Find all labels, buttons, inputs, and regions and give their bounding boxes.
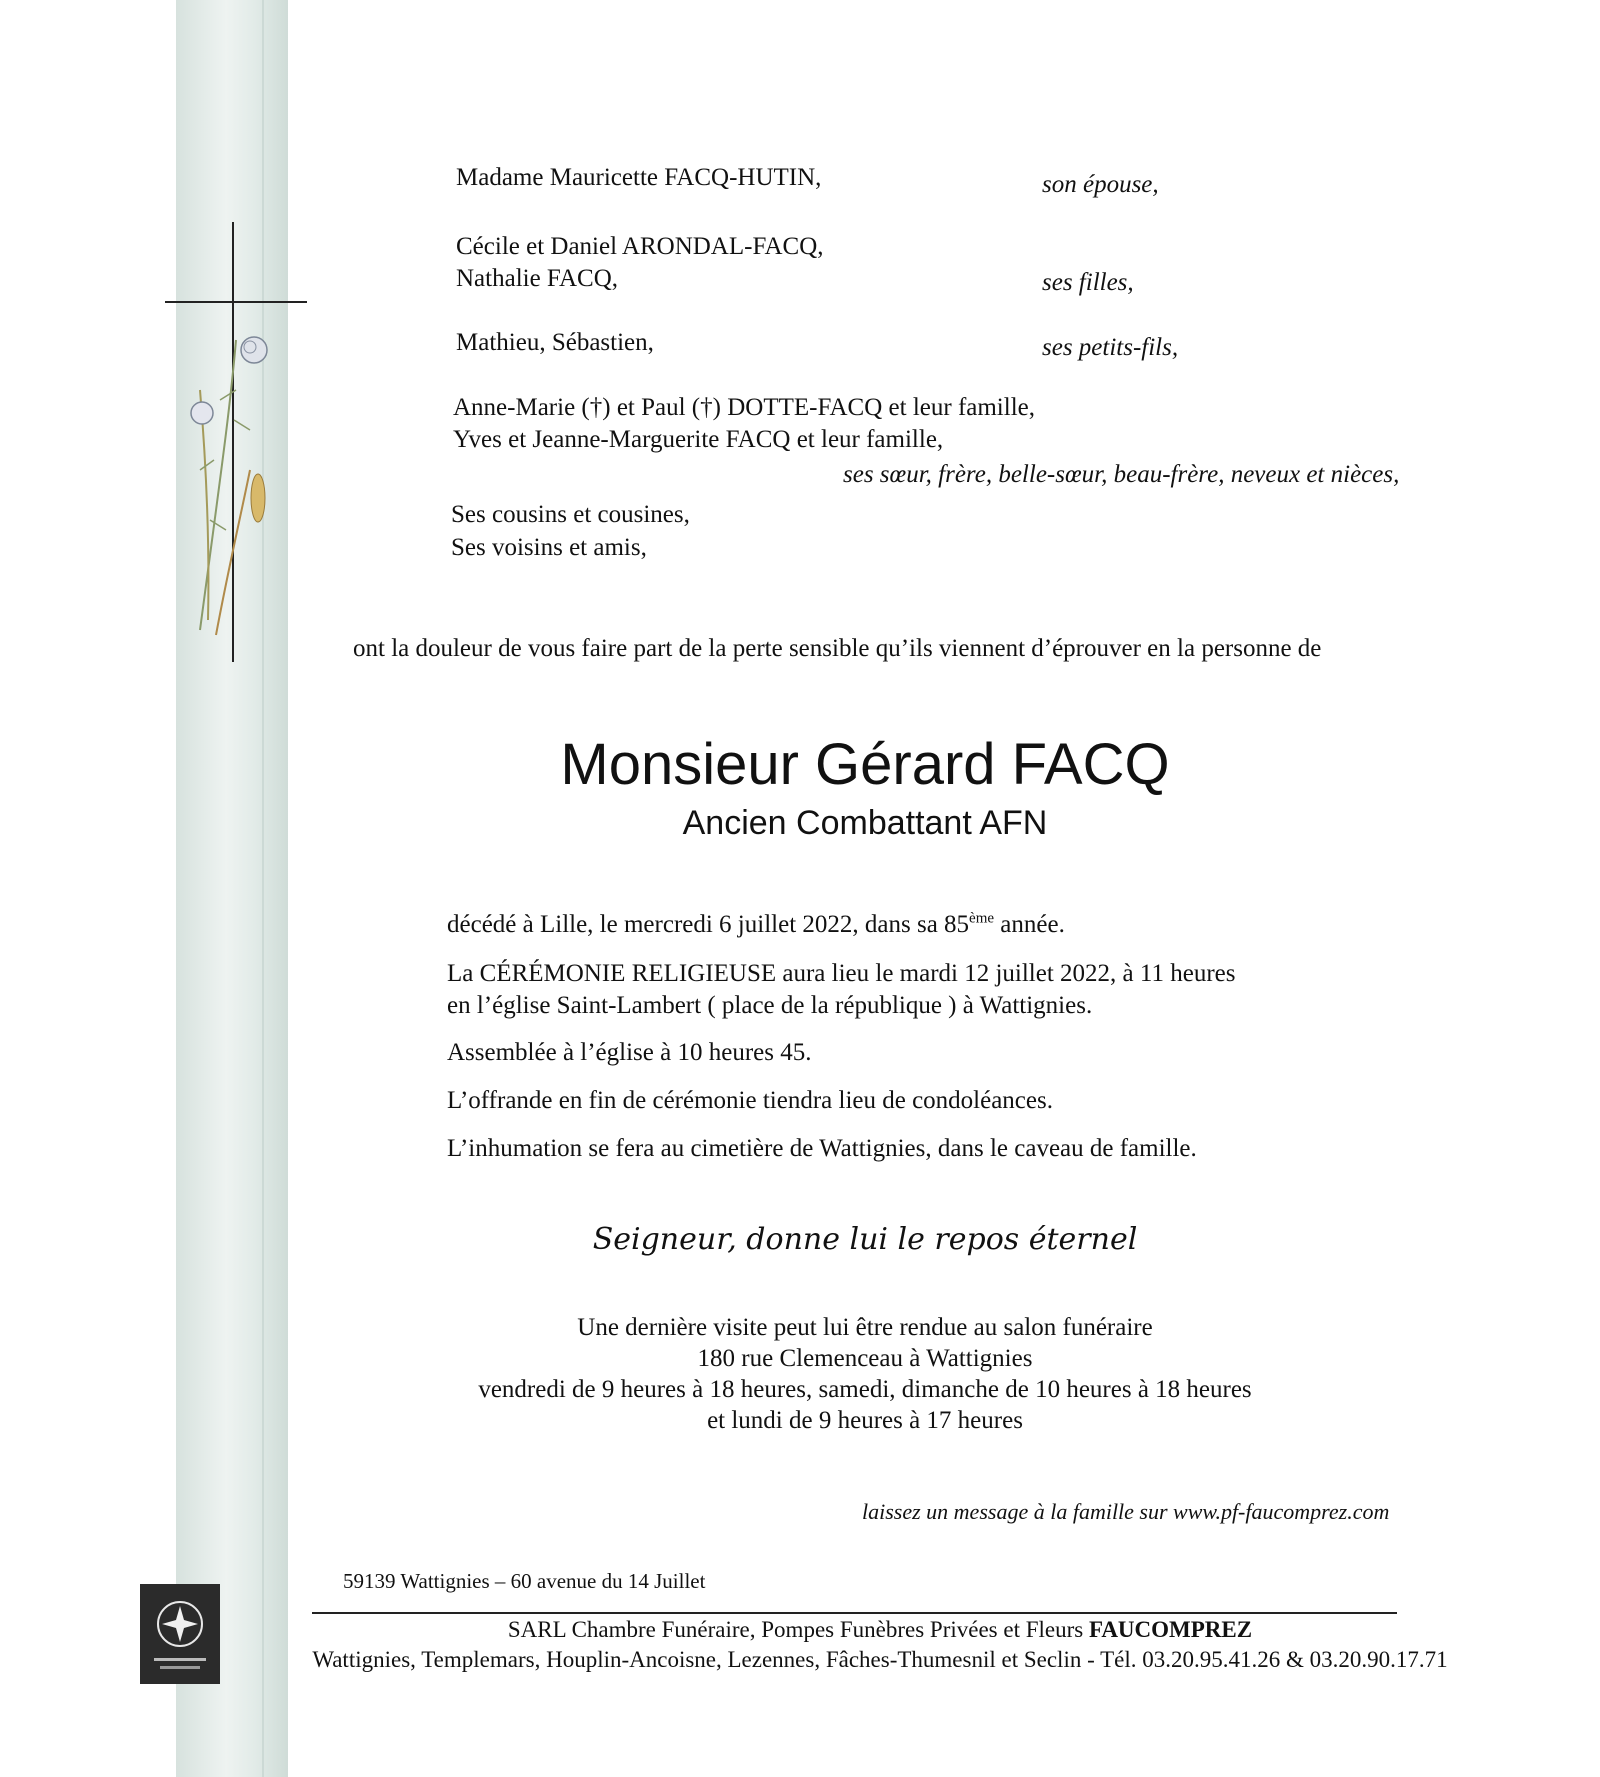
- visit-line-4: et lundi de 9 heures à 17 heures: [707, 1407, 1023, 1434]
- family-spouse-role: son épouse,: [1042, 171, 1159, 198]
- family-siblings-name-a: Anne-Marie (†) et Paul (†) DOTTE-FACQ et leur famille,: [453, 394, 1035, 421]
- company-logo: [140, 1584, 220, 1684]
- family-siblings-role: ses sœur, frère, belle-sœur, beau-frère, neveux et nièces,: [843, 461, 1400, 488]
- footer-rule: [312, 1612, 1397, 1614]
- announcement-text: ont la douleur de vous faire part de la perte sensible qu’ils viennent d’éprouver en la personne de: [353, 635, 1322, 662]
- prayer-text: Seigneur, donne lui le repos éternel: [592, 1222, 1138, 1257]
- family-grandsons-name: Mathieu, Sébastien,: [456, 329, 654, 356]
- deceased-title: Ancien Combattant AFN: [682, 804, 1048, 842]
- footer-locations: Wattignies, Templemars, Houplin-Ancoisne, Lezennes, Fâches-Thumesnil et Seclin - Tél. 03.20.95.41.26 & 03.20.90.17.71: [312, 1647, 1448, 1672]
- star-emblem-icon: [140, 1584, 220, 1684]
- visit-line-2: 180 rue Clemenceau à Wattignies: [697, 1345, 1033, 1372]
- family-cousins: Ses cousins et cousines,: [451, 501, 690, 528]
- deceased-name: Monsieur Gérard FACQ: [560, 732, 1170, 797]
- death-line: décédé à Lille, le mercredi 6 juillet 2022, dans sa 85ème année.: [447, 910, 1065, 938]
- burial-line: L’inhumation se fera au cimetière de Wattignies, dans le caveau de famille.: [447, 1135, 1197, 1162]
- footer-company: SARL Chambre Funéraire, Pompes Funèbres Privées et Fleurs FAUCOMPREZ: [507, 1617, 1253, 1642]
- family-neighbours: Ses voisins et amis,: [451, 534, 647, 561]
- visit-line-3: vendredi de 9 heures à 18 heures, samedi, dimanche de 10 heures à 18 heures: [478, 1376, 1252, 1403]
- family-grandsons-role: ses petits-fils,: [1042, 334, 1179, 361]
- message-link[interactable]: laissez un message à la famille sur www.pf-faucomprez.com: [862, 1499, 1390, 1524]
- visit-line-1: Une dernière visite peut lui être rendue au salon funéraire: [577, 1314, 1153, 1341]
- cross-horizontal: [165, 301, 307, 303]
- assembly-line: Assemblée à l’église à 10 heures 45.: [447, 1039, 812, 1066]
- family-daughters-name-b: Nathalie FACQ,: [456, 265, 619, 292]
- ceremony-line-b: en l’église Saint-Lambert ( place de la république ) à Wattignies.: [447, 992, 1093, 1019]
- band-fold-line: [262, 0, 264, 1777]
- family-daughters-role: ses filles,: [1042, 269, 1134, 296]
- family-daughters-name-a: Cécile et Daniel ARONDAL-FACQ,: [456, 233, 824, 260]
- footer-address: 59139 Wattignies – 60 avenue du 14 Juillet: [343, 1569, 706, 1593]
- family-spouse-name: Madame Mauricette FACQ-HUTIN,: [456, 164, 822, 191]
- offering-line: L’offrande en fin de cérémonie tiendra lieu de condoléances.: [447, 1087, 1053, 1114]
- ceremony-line-a: La CÉRÉMONIE RELIGIEUSE aura lieu le mardi 12 juillet 2022, à 11 heures: [447, 960, 1236, 987]
- flowers-illustration-icon: [180, 330, 320, 640]
- family-siblings-name-b: Yves et Jeanne-Marguerite FACQ et leur famille,: [453, 426, 944, 453]
